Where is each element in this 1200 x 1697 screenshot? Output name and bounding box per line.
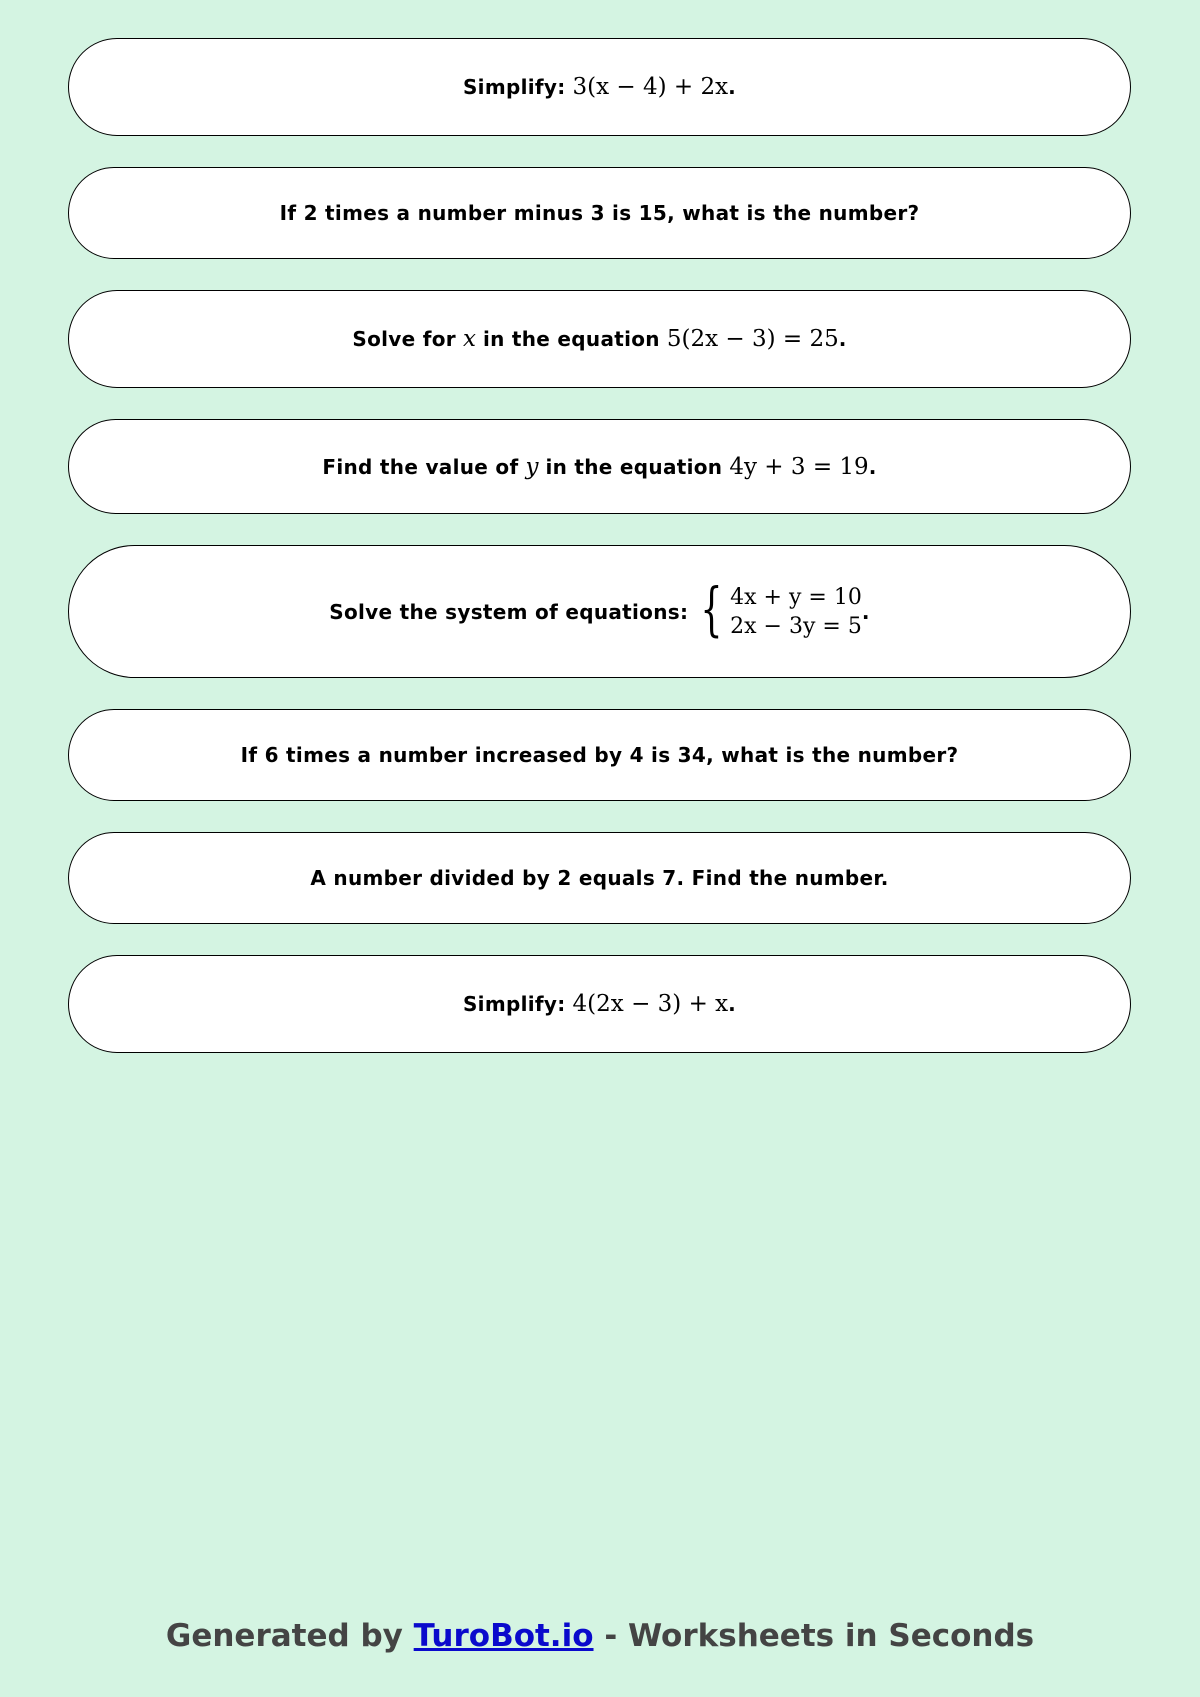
problem-card-2	[68, 167, 1131, 259]
problem-equation: 5(2x − 3) = 25	[666, 326, 839, 352]
left-brace: {	[700, 574, 723, 643]
footer-prefix: Generated by	[165, 1618, 403, 1654]
problem-text: A number divided by 2 equals 7. Find the number.	[310, 866, 889, 890]
turobot-link[interactable]: TuroBot.io	[413, 1618, 594, 1654]
footer-suffix: - Worksheets in Seconds	[604, 1618, 1035, 1654]
footer	[0, 1618, 1200, 1654]
problem-card-1	[68, 38, 1131, 136]
problem-label: Solve the system of equations:	[329, 599, 689, 624]
problem-label: Solve for	[352, 327, 456, 351]
problem-period: .	[868, 454, 877, 479]
problem-label-mid: in the equation	[482, 327, 660, 351]
problem-card-5	[68, 545, 1131, 678]
problem-period: .	[728, 75, 737, 99]
problem-period: .	[728, 992, 737, 1016]
problem-card-4	[68, 419, 1131, 514]
problem-expression: 3(x − 4) + 2x	[572, 74, 729, 100]
problem-period: .	[861, 599, 870, 624]
problem-card-6	[68, 709, 1131, 801]
problem-expression: 4(2x − 3) + x	[572, 991, 729, 1017]
problem-label: Simplify:	[462, 992, 566, 1016]
problem-card-7	[68, 832, 1131, 924]
problem-card-3	[68, 290, 1131, 388]
problem-label-mid: in the equation	[545, 454, 723, 479]
problem-period: .	[838, 327, 847, 351]
problem-variable: y	[525, 453, 539, 480]
problem-label: Simplify:	[462, 75, 566, 99]
problem-text: If 6 times a number increased by 4 is 34, what is the number?	[240, 743, 959, 767]
problem-equation: 4y + 3 = 19	[729, 453, 869, 480]
problem-card-8	[68, 955, 1131, 1053]
problem-label: Find the value of	[322, 454, 519, 479]
problem-text: If 2 times a number minus 3 is 15, what is the number?	[279, 201, 920, 225]
system-equation-2: 2x − 3y = 5	[730, 613, 862, 639]
system-equation-1: 4x + y = 10	[730, 584, 862, 610]
equation-system	[695, 574, 862, 644]
problem-variable: x	[462, 326, 476, 352]
